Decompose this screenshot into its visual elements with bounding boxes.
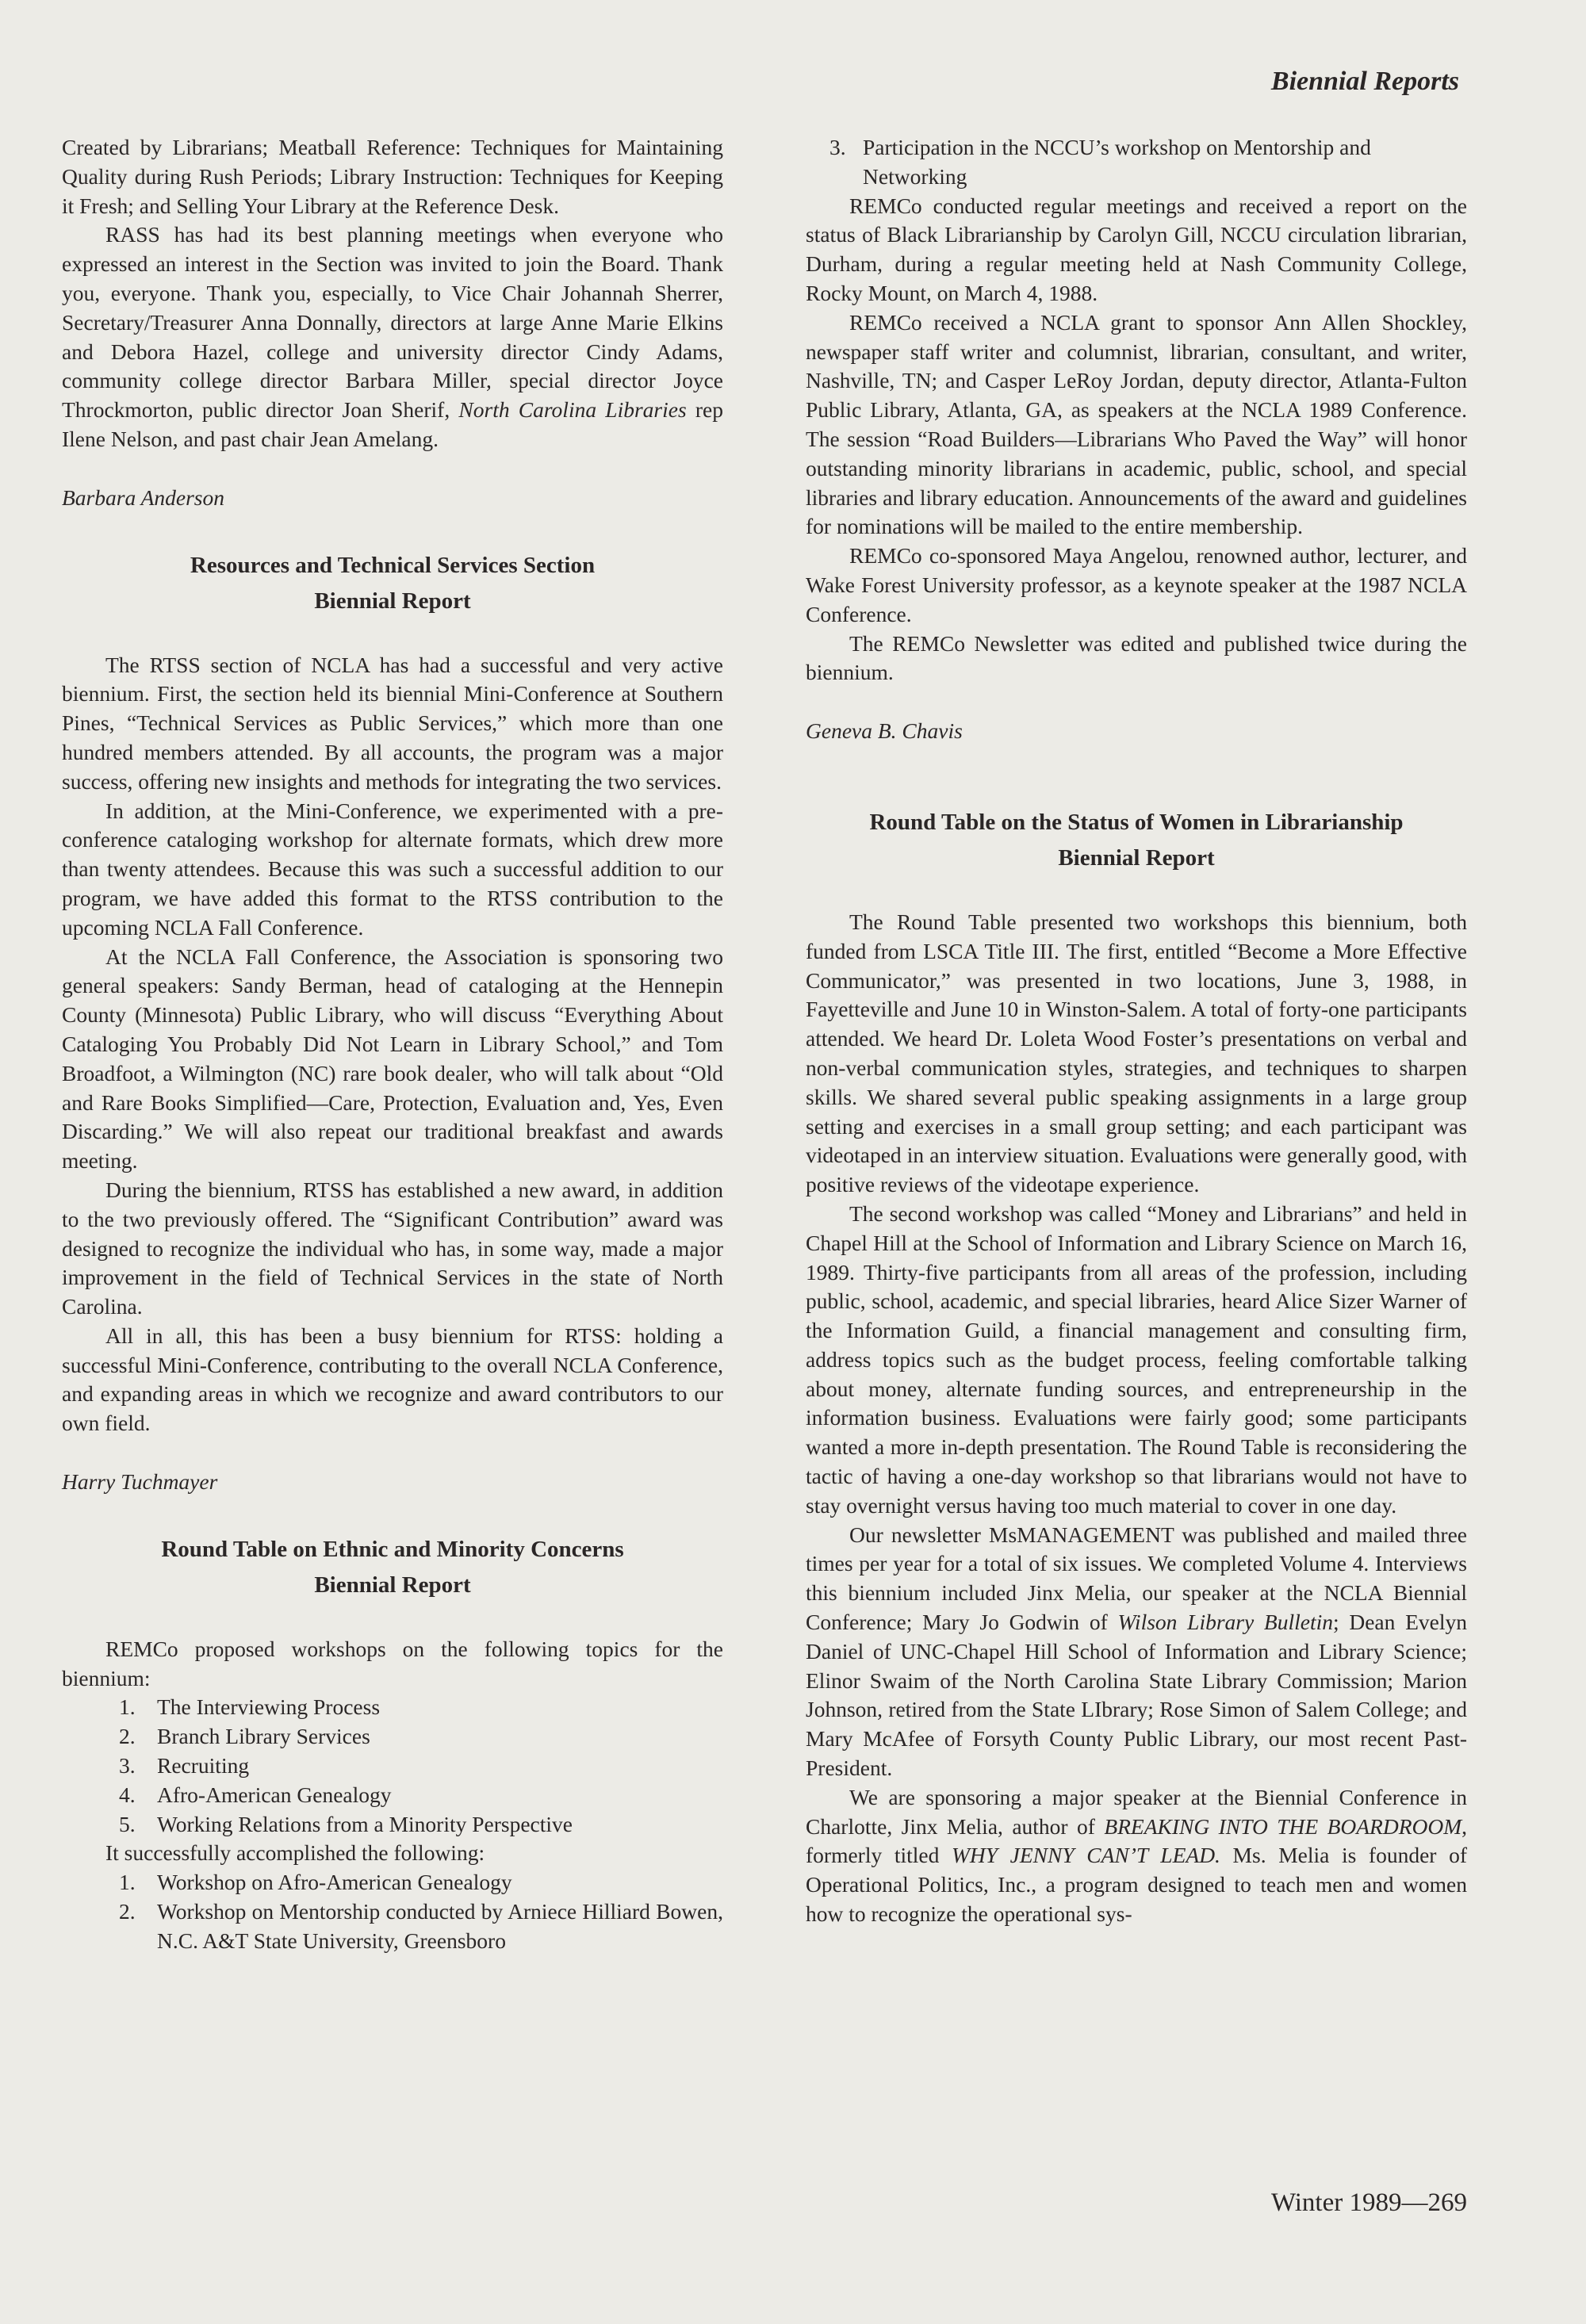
accomplished-list-continued	[806, 133, 1467, 192]
list-item: 2. Branch Library Services	[119, 1724, 370, 1749]
list-item: 3. Participation in the NCCU’s workshop on Mentorship and Networking	[829, 135, 1371, 189]
list-item: 3. Recruiting	[119, 1753, 250, 1778]
running-header: Biennial Reports	[1270, 67, 1459, 96]
paragraph: The RTSS section of NCLA has had a successful and very active biennium. First, the section held its biennial Mini-Conference at Southern Pines, “Technical Services as Public Services,” which more than one hundred members attended. By all accounts, the program was a major success, offering new insights and methods for integrating the two services.	[62, 652, 723, 794]
paragraph: RASS has had its best planning meetings when everyone who expressed an interest in the Section was invited to join the Board. Thank you, everyone. Thank you, especially, to Vice Chair Johannah Sherrer, Secretary/Treasurer Anna Donnally, directors at large Anne Marie Elkins and Debora Hazel, college and university director Cindy Adams, community college director Barbara Miller, special director Joyce Throckmorton, public director Joan Sherif, North Carolina Libraries rep Ilene Nelson, and past chair Jean Amelang.	[62, 222, 723, 451]
list-item: 4. Afro-American Genealogy	[119, 1782, 392, 1807]
paragraph: It successfully accomplished the following:	[105, 1840, 485, 1866]
paragraph: The second workshop was called “Money and Librarians” and held in Chapel Hill at the School of Information and Library Science on March 16, 1989. Thirty-five participants from all areas of the profession, including public, school, academic, and special libraries, heard Alice Sizer Warner of the Information Guild, a financial management and consulting firm, address topics such as the budget process, feeling comfortable talking about money, alternate funding sources, and entrepreneurship in the information business. Evaluations were fairly good; some participants wanted a more in-depth presentation. The Round Table is reconsidering the tactic of having a one-day workshop so that librarians would not have to stay overnight versus having too much material to cover in one day.	[806, 1200, 1467, 1518]
paragraph: The Round Table presented two workshops this biennium, both funded from LSCA Title III. The first, entitled “Become a More Effective Communicator,” was presented in two locations, June 3, 1988, in Fayetteville and June 10 in Winston-Salem. A total of forty-one participants attended. We heard Dr. Loleta Wood Foster’s presentations on verbal and non-verbal communication styles, strategies, and techniques to sharpen skills. We shared several public speaking assignments in a large group setting and exercises in a small group setting; and each participant was videotaped in an interview situation. Evaluations were generally good, with positive reviews of the videotape experience.	[806, 909, 1467, 1197]
paragraph: REMCo received a NCLA grant to sponsor Ann Allen Shockley, newspaper staff writer and columnist, librarian, consultant, and writer, Nashville, TN; and Casper LeRoy Jordan, deputy director, Atlanta-Fulton Public Library, Atlanta, GA, as speakers at the NCLA 1989 Conference. The session “Road Builders—Librarians Who Paved the Way” will honor outstanding minority librarians in academic, public, school, and special libraries and library education. Announcements of the award and guidelines for nominations will be mailed to the entire membership.	[806, 309, 1467, 539]
section-heading: Round Table on Ethnic and Minority Concerns Biennial Report	[161, 1536, 624, 1598]
author-signature: Harry Tuchmayer	[62, 1469, 218, 1495]
paragraph: During the biennium, RTSS has established a new award, in addition to the two previously offered. The “Significant Contribution” award was designed to recognize the individual who has, in some way, made a major improvement in the field of Technical Services in the state of North Carolina.	[62, 1177, 723, 1319]
author-signature: Barbara Anderson	[62, 484, 224, 510]
topics-list	[62, 1693, 723, 1839]
accomplished-list	[62, 1868, 723, 1955]
paragraph: REMCo conducted regular meetings and received a report on the status of Black Librarianship by Carolyn Gill, NCCU circulation librarian, Durham, during a regular meeting held at Nash Community College, Rocky Mount, on March 4, 1988.	[806, 193, 1467, 305]
paragraph: Our newsletter MsMANAGEMENT was published and mailed three times per year for a total of six issues. We completed Volume 4. Interviews this biennium included Jinx Melia, our speaker at the NCLA Biennial Conference; Mary Jo Godwin of Wilson Library Bulletin; Dean Evelyn Daniel of UNC-Chapel Hill School of Information and Library Science; Elinor Swaim of the North Carolina State Library Commission; Marion Johnson, retired from the State LIbrary; Rose Simon of Salem College; and Mary McAfee of Forsyth County Public Library, our most recent Past-President.	[806, 1522, 1467, 1781]
paragraph: All in all, this has been a busy biennium for RTSS: holding a successful Mini-Conference, contributing to the overall NCLA Conference, and expanding areas in which we recognize and award contributors to our own field.	[62, 1323, 723, 1436]
paragraph: Created by Librarians; Meatball Reference: Techniques for Maintaining Quality during Rush Periods; Library Instruction: Techniques for Keeping it Fresh; and Selling Your Library at the Reference Desk.	[62, 135, 723, 218]
list-item: 2. Workshop on Mentorship conducted by Arniece Hilliard Bowen, N.C. A&T State University, Greensboro	[119, 1899, 723, 1953]
left-column	[62, 133, 723, 1956]
list-item: 1. The Interviewing Process	[119, 1694, 381, 1720]
page-footer: Winter 1989—269	[1270, 2188, 1467, 2217]
paragraph: At the NCLA Fall Conference, the Association is sponsoring two general speakers: Sandy Berman, head of cataloging at the Hennepin County (Minnesota) Public Library, who will discuss “Everything About Cataloging You Probably Did Not Learn in Library School,” and Tom Broadfoot, a Wilmington (NC) rare book dealer, who will talk about “Old and Rare Books Simplified—Care, Protection, Evaluation and, Yes, Even Discarding.” We will also repeat our traditional breakfast and awards meeting.	[62, 944, 723, 1173]
section-heading: Resources and Technical Services Section Biennial Report	[190, 552, 596, 614]
paragraph: REMCo co-sponsored Maya Angelou, renowned author, lecturer, and Wake Forest University professor, as a keynote speaker at the 1987 NCLA Conference.	[806, 543, 1467, 626]
right-column	[806, 133, 1467, 1929]
paragraph: The REMCo Newsletter was edited and published twice during the biennium.	[806, 630, 1467, 685]
paragraph: In addition, at the Mini-Conference, we experimented with a pre-conference cataloging workshop for alternate formats, which drew more than twenty attendees. Because this was such a successful addition to our program, we have added this format to the RTSS contribution to the upcoming NCLA Fall Conference.	[62, 798, 723, 940]
paragraph: REMCo proposed workshops on the following topics for the biennium:	[62, 1636, 723, 1690]
paragraph: We are sponsoring a major speaker at the Biennial Conference in Charlotte, Jinx Melia, author of BREAKING INTO THE BOARDROOM, formerly titled WHY JENNY CAN’T LEAD. Ms. Melia is founder of Operational Politics, Inc., a program designed to teach men and women how to recognize the operational sys-	[806, 1784, 1467, 1927]
list-item: 5. Working Relations from a Minority Perspective	[119, 1811, 573, 1836]
author-signature: Geneva B. Chavis	[806, 718, 963, 744]
section-heading: Round Table on the Status of Women in Librarianship Biennial Report	[869, 809, 1404, 871]
list-item: 1. Workshop on Afro-American Genealogy	[119, 1870, 512, 1895]
